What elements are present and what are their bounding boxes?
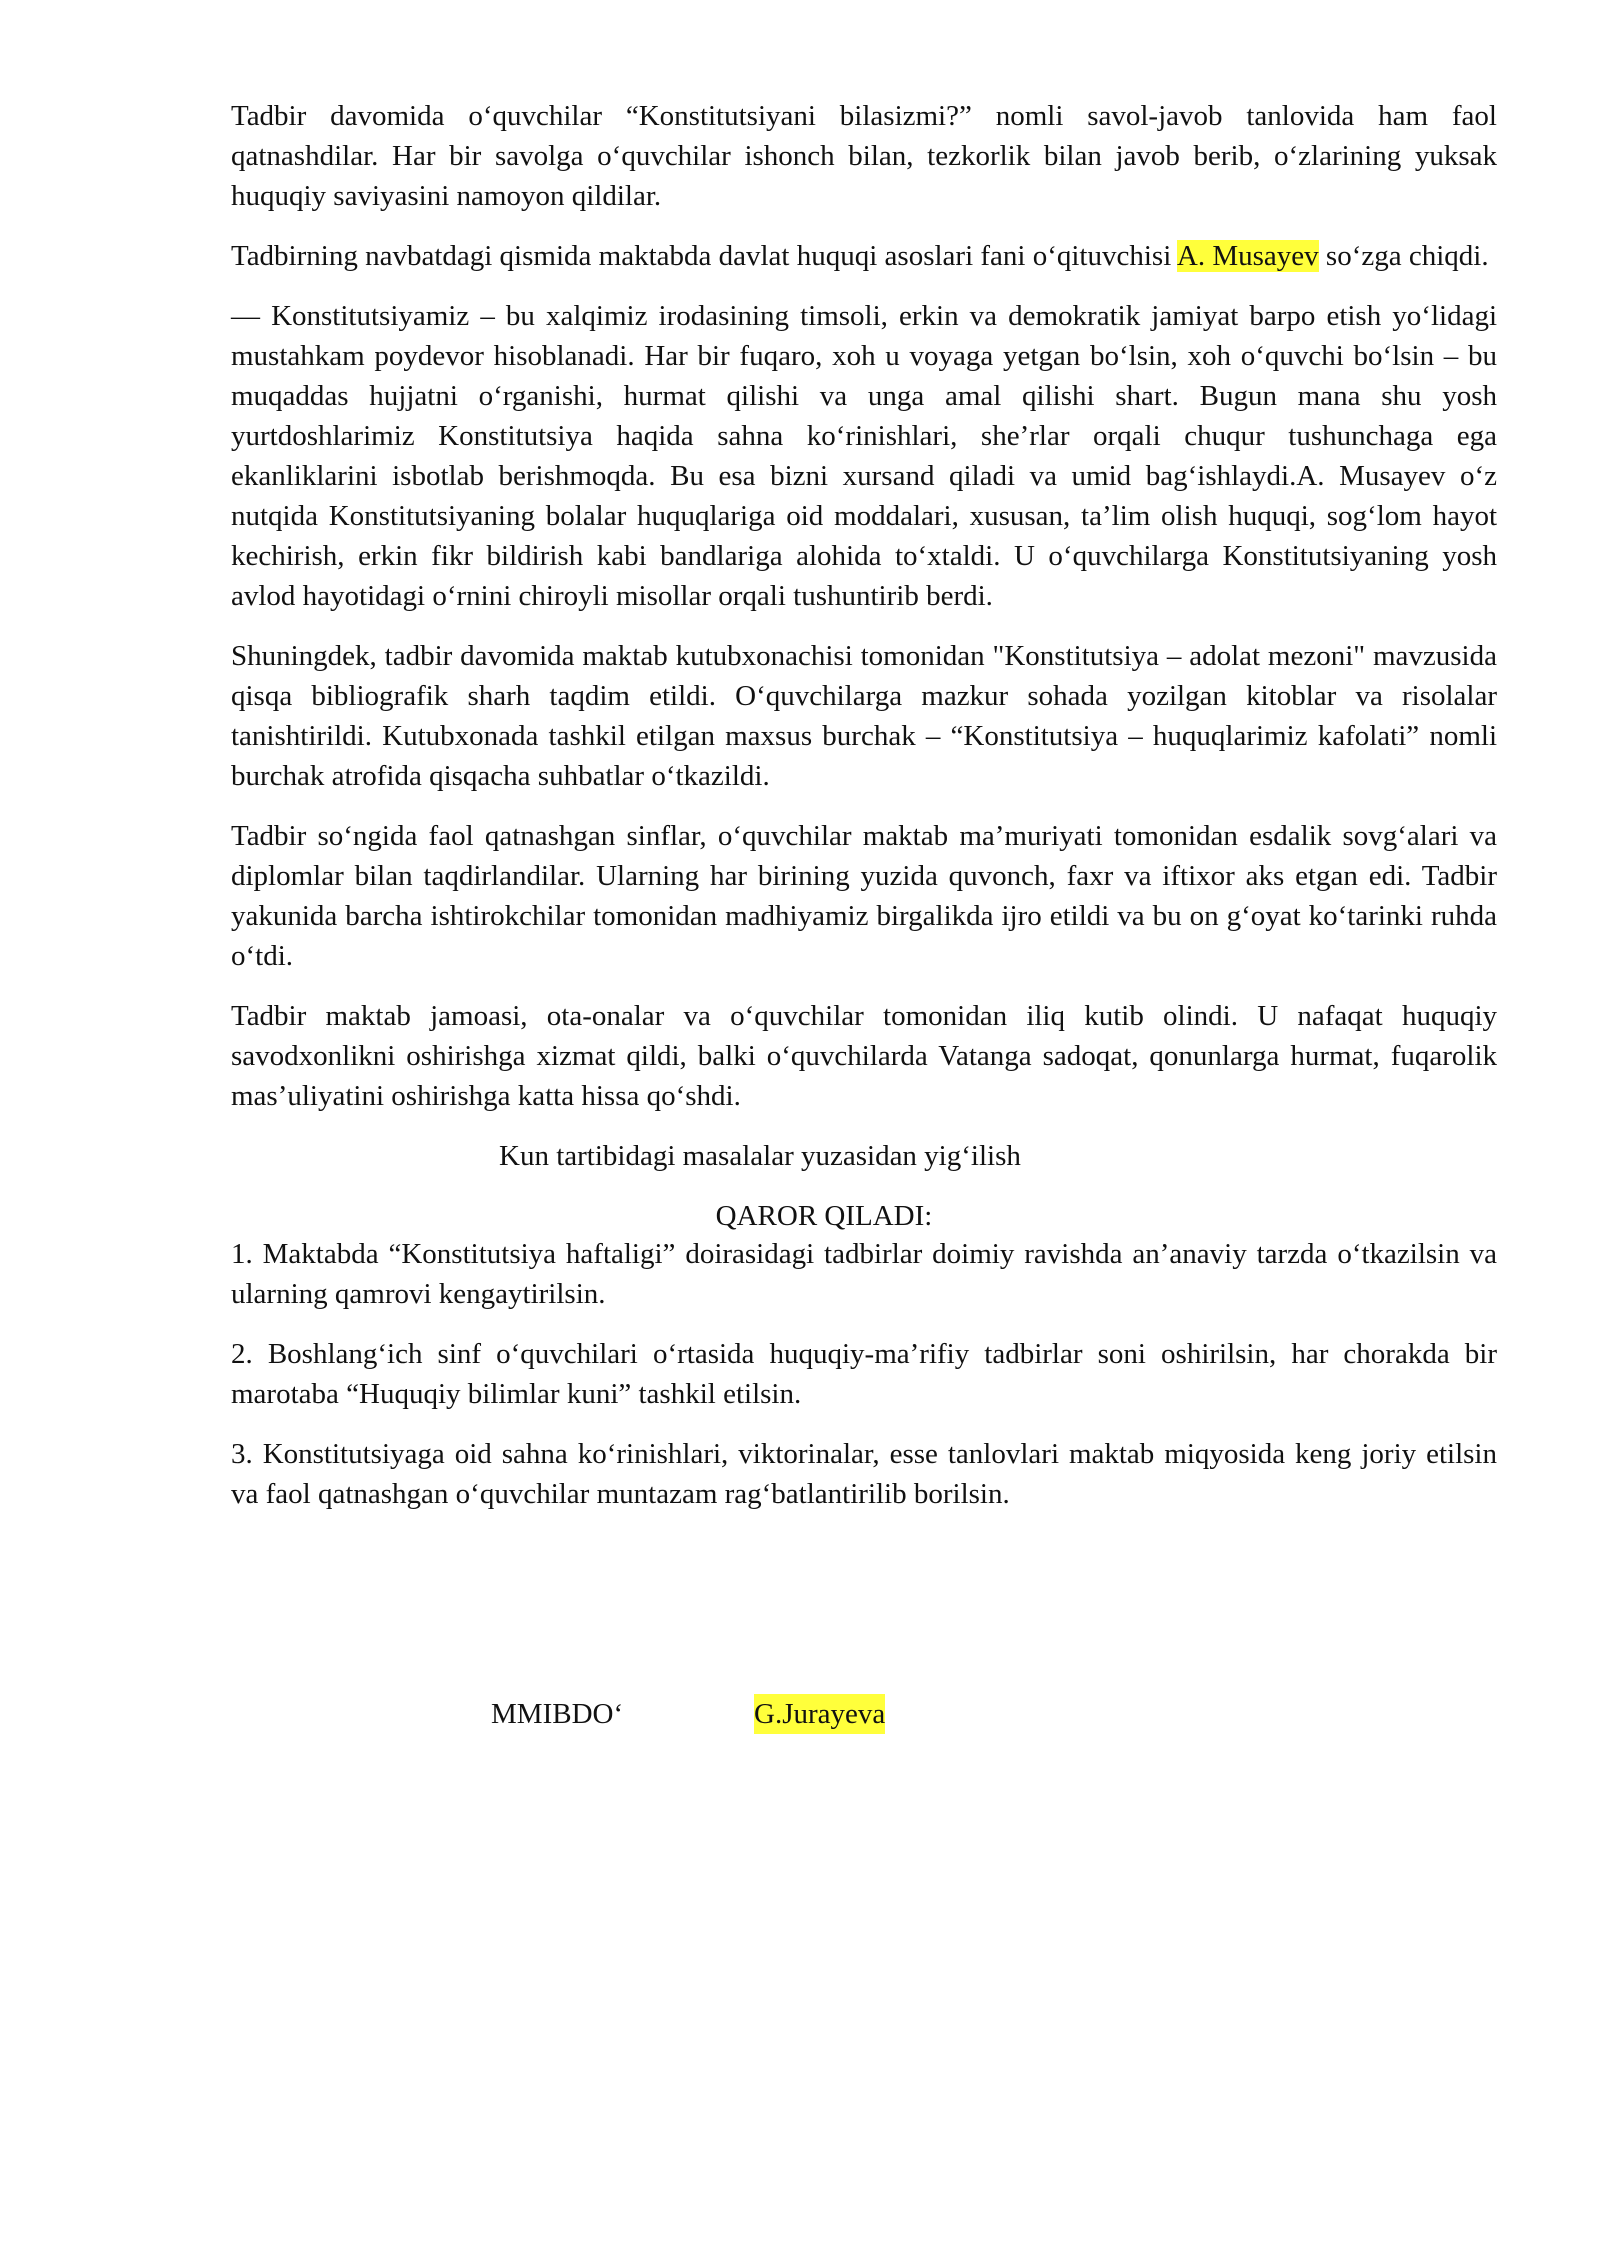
paragraph-awards: Tadbir so‘ngida faol qatnashgan sinflar, o‘quvchilar maktab ma’muriyati tomonidan esdalik sovg‘alari va diplomlar bilan taqdirlandilar. Ularning har birining yuzida quvonch, faxr va iftixor aks etgan edi. Tadbir yakunida barcha ishtirokchilar tomonidan madhiyamiz birgalikda ijro etildi va bu on g‘oyat ko‘tarinki ruhda o‘tdi. [231, 820, 1497, 972]
signature-name-highlight: G.Jurayeva [754, 1694, 885, 1734]
agenda-line: Kun tartibidagi masalalar yuzasidan yig‘ilish [499, 1140, 1021, 1172]
decision-item: 3. Konstitutsiyaga oid sahna ko‘rinishlari, viktorinalar, esse tanlovlari maktab miqyosida keng joriy etilsin va faol qatnashgan o‘quvchilar muntazam rag‘batlantirilib borilsin. [231, 1438, 1497, 1510]
paragraph-library: Shuningdek, tadbir davomida maktab kutubxonachisi tomonidan "Konstitutsiya – adolat mezoni" mavzusida qisqa bibliografik sharh taqdim etildi. O‘quvchilarga mazkur sohada yozilgan kitoblar va risolalar tanishtirildi. Kutubxonada tashkil etilgan maxsus burchak – “Konstitutsiya – huquqlarimiz kafolati” nomli burchak atrofida qisqacha suhbatlar o‘tkazildi. [231, 640, 1497, 792]
paragraph-quiz: Tadbir davomida o‘quvchilar “Konstitutsiyani bilasizmi?” nomli savol-javob tanlovida ham faol qatnashdilar. Har bir savolga o‘quvchilar ishonch bilan, tezkorlik bilan javob berib, o‘zlarining yuksak huquqiy saviyasini namoyon qildilar. [231, 100, 1497, 212]
decision-item: 2. Boshlang‘ich sinf o‘quvchilari o‘rtasida huquqiy-ma’rifiy tadbirlar soni oshirilsin, har chorakda bir marotaba “Huquqiy bilimlar kuni” tashkil etilsin. [231, 1338, 1497, 1410]
document-body [231, 96, 1497, 1534]
paragraph-conclusion: Tadbir maktab jamoasi, ota-onalar va o‘quvchilar tomonidan iliq kutib olindi. U nafaqat huquqiy savodxonlikni oshirishga xizmat qildi, balki o‘quvchilarda Vatanga sadoqat, qonunlarga hurmat, fuqarolik mas’uliyatini oshirishga katta hissa qo‘shdi. [231, 1000, 1497, 1112]
decision-title: QAROR QILADI: [715, 1200, 933, 1232]
decision-list [231, 1234, 1497, 1514]
speaker-intro-text: Tadbirning navbatdagi qismida maktabda davlat huquqi asoslari fani o‘qituvchisi [231, 240, 1177, 272]
decision-item: 1. Maktabda “Konstitutsiya haftaligi” doirasidagi tadbirlar doimiy ravishda an’anaviy tarzda o‘tkazilsin va ularning qamrovi kengaytirilsin. [231, 1238, 1497, 1310]
paragraph-speech: — Konstitutsiyamiz – bu xalqimiz irodasining timsoli, erkin va demokratik jamiyat barpo etish yo‘lidagi mustahkam poydevor hisoblanadi. Har bir fuqaro, xoh u voyaga yetgan bo‘lsin, xoh o‘quvchi bo‘lsin – bu muqaddas hujjatni o‘rganishi, hurmat qilishi va unga amal qilishi shart. Bugun mana shu yosh yurtdoshlarimiz Konstitutsiya haqida sahna ko‘rinishlari, she’rlar orqali chuqur tushunchaga ega ekanliklarini isbotlab berishmoqda. Bu esa bizni xursand qiladi va umid bag‘ishlaydi.A. Musayev o‘z nutqida Konstitutsiyaning bolalar huquqlariga oid moddalari, xususan, ta’lim olish huquqi, sog‘lom hayot kechirish, erkin fikr bildirish kabi bandlariga alohida to‘xtaldi. U o‘quvchilarga Konstitutsiyaning yosh avlod hayotidagi o‘rnini chiroyli misollar orqali tushuntirib berdi. [231, 300, 1497, 612]
signature-title: MMIBDO‘ [491, 1698, 624, 1730]
paragraph-speaker-intro [231, 236, 1497, 276]
speaker-intro-end: so‘zga chiqdi. [1318, 240, 1489, 272]
signature-block [491, 1694, 886, 1734]
speaker-name-highlight: A. Musayev [1176, 240, 1319, 272]
